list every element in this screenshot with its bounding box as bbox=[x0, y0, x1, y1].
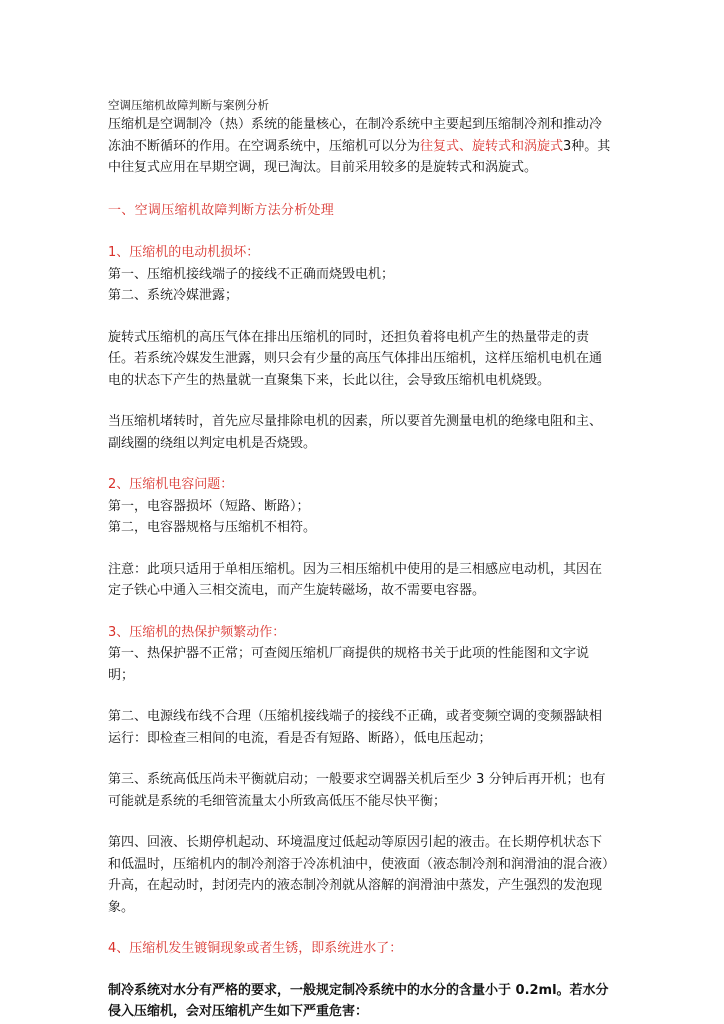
intro-paragraph bbox=[108, 114, 614, 179]
s3-heading: 3、压缩机的热保护频繁动作： bbox=[108, 624, 286, 640]
s3-paragraph-4: 第四、回液、长期停机起动、环境温度过低起动等原因引起的液击。在长期停机状态下和低温时，压缩机内的制冷剂溶于冷冻机油中，使液面（液态制冷剂和润滑油的混合液）升高，在起动时，封闭壳内的液态制冷剂就从溶解的润滑油中蒸发，产生强烈的发泡现象。 bbox=[108, 835, 609, 915]
s1-line1: 第一、压缩机接线端子的接线不正确而烧毁电机； bbox=[108, 266, 395, 282]
s4-heading: 4、压缩机发生镀铜现象或者生锈，即系统进水了： bbox=[108, 941, 403, 956]
s4-bold-paragraph: 制冷系统对水分有严格的要求，一般规定制冷系统中的水分的含量小于 0.2ml。若水分侵入压缩机，会对压缩机产生如下严重危害： bbox=[108, 982, 609, 1019]
s1-paragraph-2: 当压缩机堵转时，首先应尽量排除电机的因素，所以要首先测量电机的绝缘电阻和主、副线圈的绕组以判定电机是否烧毁。 bbox=[108, 414, 603, 451]
document-body bbox=[108, 96, 614, 1023]
s2-line2: 第二，电容器规格与压缩机不相符。 bbox=[108, 520, 317, 535]
section-heading: 一、空调压缩机故障判断方法分析处理 bbox=[108, 202, 335, 218]
intro-text-part1: 压缩机是空调制冷（热）系统的能量核心，在制冷系统中主要起到压缩制冷剂和推动冷冻油不断循环的作用。在空调系统中，压缩机可以分为 bbox=[108, 117, 603, 154]
document-title: 空调压缩机故障判断与案例分析 bbox=[108, 98, 269, 112]
s2-heading: 2、压缩机电容问题： bbox=[108, 477, 234, 492]
intro-text-part2: 3种。其中往复式应用在早期空调，现已淘汰。目前采用较多的是旋转式和涡旋式。 bbox=[108, 138, 611, 175]
s1-line2: 第二、系统冷媒泄露； bbox=[108, 288, 239, 303]
s1-heading: 1、压缩机的电动机损坏： bbox=[108, 245, 260, 260]
s3-paragraph-1: 第一、热保护器不正常；可查阅压缩机厂商提供的规格书关于此项的性能图和文字说明； bbox=[108, 646, 590, 683]
s3-paragraph-2: 第二、电源线布线不合理（压缩机接线端子的接线不正确，或者变频空调的变频器缺相运行：即检查三相间的电流，看是否有短路、断路），低电压起动； bbox=[108, 709, 603, 746]
intro-highlight: 往复式、旋转式和涡旋式 bbox=[420, 138, 564, 154]
s3-paragraph-3: 第三、系统高低压尚未平衡就启动；一般要求空调器关机后至少 3 分钟后再开机；也有可能就是系统的毛细管流量太小所致高低压不能尽快平衡； bbox=[108, 772, 606, 809]
s2-note: 注意：此项只适用于单相压缩机。因为三相压缩机中使用的是三相感应电动机，其因在定子铁心中通入三相交流电，而产生旋转磁场，故不需要电容器。 bbox=[108, 561, 603, 598]
s1-paragraph-1: 旋转式压缩机的高压气体在排出压缩机的同时，还担负着将电机产生的热量带走的责任。若系统冷媒发生泄露，则只会有少量的高压气体排出压缩机，这样压缩机电机在通电的状态下产生的热量就一直聚集下来，长此以往，会导致压缩机电机烧毁。 bbox=[108, 329, 603, 388]
s2-line1: 第一，电容器损坏（短路、断路）； bbox=[108, 498, 310, 514]
